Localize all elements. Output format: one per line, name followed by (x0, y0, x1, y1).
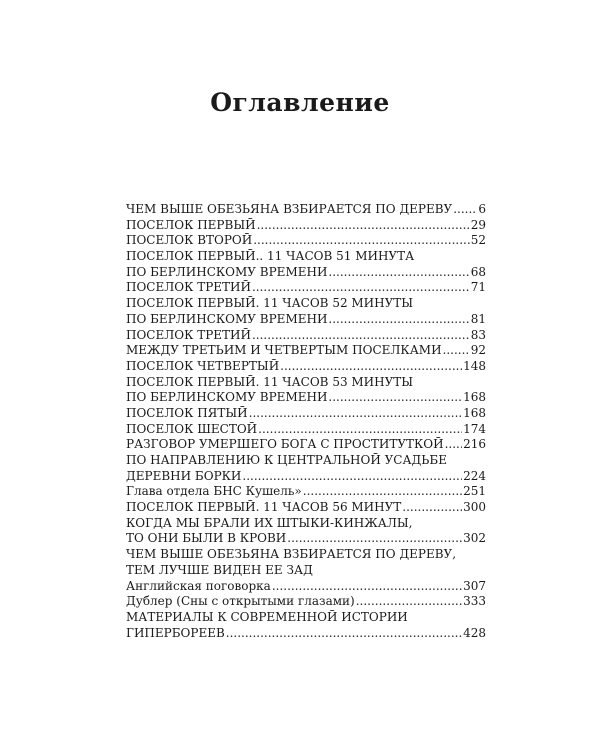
toc-entry-page: 251 (463, 484, 486, 499)
table-of-contents (126, 202, 486, 641)
toc-entry-title: ЧЕМ ВЫШЕ ОБЕЗЬЯНА ВЗБИРАЕТСЯ ПО ДЕРЕВУ, (126, 547, 457, 562)
dot-leader (303, 484, 462, 500)
dot-leader (258, 422, 462, 438)
toc-entry-title: ПОСЕЛОК ПЕРВЫЙ. 11 ЧАСОВ 56 МИНУТ (126, 500, 402, 515)
toc-entry (126, 296, 486, 312)
toc-entry (126, 375, 486, 391)
toc-entry-title: ТЕМ ЛУЧШЕ ВИДЕН ЕЕ ЗАД (126, 562, 313, 577)
dot-leader (356, 594, 462, 610)
toc-entry (126, 328, 486, 344)
dot-leader (242, 469, 462, 485)
toc-entry-title: ПО БЕРЛИНСКОМУ ВРЕМЕНИ (126, 264, 328, 279)
toc-entry-title: Дублер (Сны с открытыми глазами) (126, 594, 355, 609)
dot-leader (453, 202, 477, 218)
dot-leader (252, 328, 470, 344)
toc-entry-title: ПОСЕЛОК ПЕРВЫЙ. 11 ЧАСОВ 53 МИНУТЫ (126, 374, 414, 389)
toc-entry-title: ПО НАПРАВЛЕНИЮ К ЦЕНТРАЛЬНОЙ УСАДЬБЕ (126, 453, 447, 467)
toc-entry-title: ПО БЕРЛИНСКОМУ ВРЕМЕНИ (126, 311, 328, 326)
dot-leader (328, 390, 462, 406)
dot-leader (445, 437, 462, 453)
toc-entry-page: 428 (463, 625, 486, 640)
toc-entry (126, 594, 486, 610)
toc-entry-title: ПОСЕЛОК ЧЕТВЕРТЫЙ (126, 358, 280, 373)
toc-entry-title: ПОСЕЛОК ПЯТЫЙ (126, 405, 248, 420)
toc-entry (126, 218, 486, 234)
toc-entry (126, 579, 486, 595)
toc-entry-title: ПОСЕЛОК ТРЕТИЙ (126, 327, 251, 342)
toc-entry-title: МЕЖДУ ТРЕТЬИМ И ЧЕТВЕРТЫМ ПОСЕЛКАМИ (126, 343, 442, 358)
toc-entry-page: 29 (470, 217, 486, 232)
dot-leader (328, 265, 469, 281)
toc-entry-page: 302 (463, 531, 486, 546)
toc-entry-title: ПОСЕЛОК ТРЕТИЙ (126, 280, 251, 295)
toc-entry-title: ГИПЕРБОРЕЕВ (126, 625, 225, 640)
toc-entry-page: 333 (463, 594, 486, 609)
toc-entry (126, 249, 486, 265)
dot-leader (280, 359, 462, 375)
toc-entry-title: ПОСЕЛОК ВТОРОЙ (126, 233, 253, 248)
toc-entry (126, 406, 486, 422)
toc-entry-page: 71 (470, 280, 486, 295)
toc-entry (126, 265, 486, 281)
toc-entry (126, 390, 486, 406)
toc-entry-title: ПО БЕРЛИНСКОМУ ВРЕМЕНИ (126, 390, 328, 405)
toc-entry-page: 168 (463, 390, 486, 405)
toc-entry (126, 563, 486, 579)
toc-entry-page: 81 (470, 311, 486, 326)
toc-entry-title: Глава отдела БНС Кушель» (126, 484, 302, 499)
toc-entry (126, 500, 486, 516)
toc-entry (126, 202, 486, 218)
toc-entry-page: 52 (470, 233, 486, 248)
dot-leader (402, 500, 462, 516)
toc-entry (126, 469, 486, 485)
toc-entry-title: ТО ОНИ БЫЛИ В КРОВИ (126, 531, 287, 546)
toc-entry-title: КОГДА МЫ БРАЛИ ИХ ШТЫКИ-КИНЖАЛЫ, (126, 515, 413, 530)
toc-entry (126, 547, 486, 563)
toc-entry-title: ПОСЕЛОК ПЕРВЫЙ.. 11 ЧАСОВ 51 МИНУТА (126, 249, 415, 264)
toc-entry-title: ПОСЕЛОК ПЕРВЫЙ. 11 ЧАСОВ 52 МИНУТЫ (126, 296, 414, 311)
toc-entry-title: ДЕРЕВНИ БОРКИ (126, 468, 242, 483)
toc-entry-title: Английская поговорка (126, 578, 271, 593)
toc-entry-page: 224 (463, 468, 486, 483)
toc-entry-page: 168 (463, 405, 486, 420)
toc-entry (126, 516, 486, 532)
toc-entry (126, 359, 486, 375)
toc-entry (126, 531, 486, 547)
dot-leader (257, 218, 470, 234)
dot-leader (272, 579, 462, 595)
toc-entry-page: 6 (478, 202, 486, 216)
page-title: Оглавление (210, 88, 390, 117)
toc-entry-page: 68 (470, 264, 486, 279)
dot-leader (443, 343, 470, 359)
toc-entry-page: 174 (463, 421, 486, 436)
dot-leader (249, 406, 462, 422)
toc-entry-page: 92 (470, 343, 486, 358)
toc-entry-title: ПОСЕЛОК ШЕСТОЙ (126, 421, 258, 436)
toc-entry (126, 626, 486, 642)
toc-entry-page: 83 (470, 327, 486, 342)
toc-entry-title: МАТЕРИАЛЫ К СОВРЕМЕННОЙ ИСТОРИИ (126, 609, 408, 624)
toc-entry-title: ПОСЕЛОК ПЕРВЫЙ (126, 217, 256, 232)
toc-entry (126, 280, 486, 296)
dot-leader (253, 233, 469, 249)
toc-entry (126, 437, 486, 453)
dot-leader (226, 626, 462, 642)
toc-entry-page: 148 (463, 358, 486, 373)
toc-entry (126, 233, 486, 249)
toc-entry-title: РАЗГОВОР УМЕРШЕГО БОГА С ПРОСТИТУТКОЙ (126, 437, 444, 452)
toc-entry-page: 216 (463, 437, 486, 452)
toc-entry (126, 610, 486, 626)
toc-entry (126, 484, 486, 500)
toc-entry (126, 312, 486, 328)
toc-entry (126, 422, 486, 438)
toc-entry-page: 300 (463, 500, 486, 515)
dot-leader (252, 280, 470, 296)
toc-entry-page: 307 (463, 578, 486, 593)
toc-entry-title: ЧЕМ ВЫШЕ ОБЕЗЬЯНА ВЗБИРАЕТСЯ ПО ДЕРЕВУ (126, 202, 453, 216)
toc-entry (126, 453, 486, 469)
dot-leader (328, 312, 469, 328)
toc-entry (126, 343, 486, 359)
dot-leader (287, 531, 462, 547)
